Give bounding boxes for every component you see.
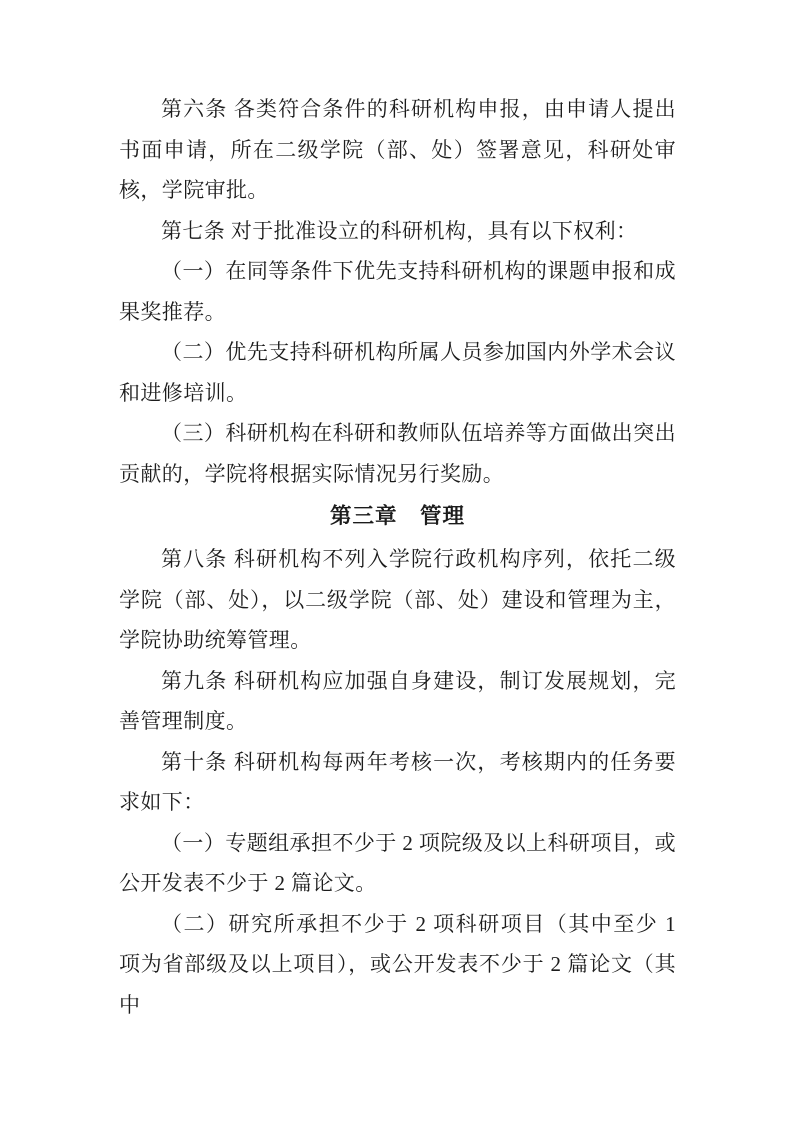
paragraph-article-10: 第十条 科研机构每两年考核一次，考核期内的任务要求如下： [119, 749, 676, 814]
paragraph-article-6: 第六条 各类符合条件的科研机构申报，由申请人提出书面申请，所在二级学院（部、处）签署意见，科研处审核，学院审批。 [119, 97, 676, 202]
paragraph-item-3: （三）科研机构在科研和教师队伍培养等方面做出突出贡献的，学院将根据实际情况另行奖励。 [119, 421, 676, 486]
paragraph-assessment-item-2: （二）研究所承担不少于 2 项科研项目（其中至少 1 项为省部级及以上项目），或公开发表不少于 2 篇论文（其中 [119, 911, 676, 1017]
paragraph-assessment-item-1: （一）专题组承担不少于 2 项院级及以上科研项目，或公开发表不少于 2 篇论文。 [119, 830, 676, 895]
paragraph-item-2: （二）优先支持科研机构所属人员参加国内外学术会议和进修培训。 [119, 340, 676, 405]
document-body [119, 89, 676, 1025]
paragraph-article-9: 第九条 科研机构应加强自身建设，制订发展规划，完善管理制度。 [119, 668, 676, 733]
paragraph-article-7: 第七条 对于批准设立的科研机构，具有以下权利： [161, 218, 638, 243]
paragraph-article-8: 第八条 科研机构不列入学院行政机构序列，依托二级学院（部、处），以二级学院（部、处）建设和管理为主，学院协助统筹管理。 [119, 547, 676, 652]
chapter-heading: 第三章 管理 [329, 504, 465, 528]
paragraph-item-1: （一）在同等条件下优先支持科研机构的课题申报和成果奖推荐。 [119, 259, 676, 324]
